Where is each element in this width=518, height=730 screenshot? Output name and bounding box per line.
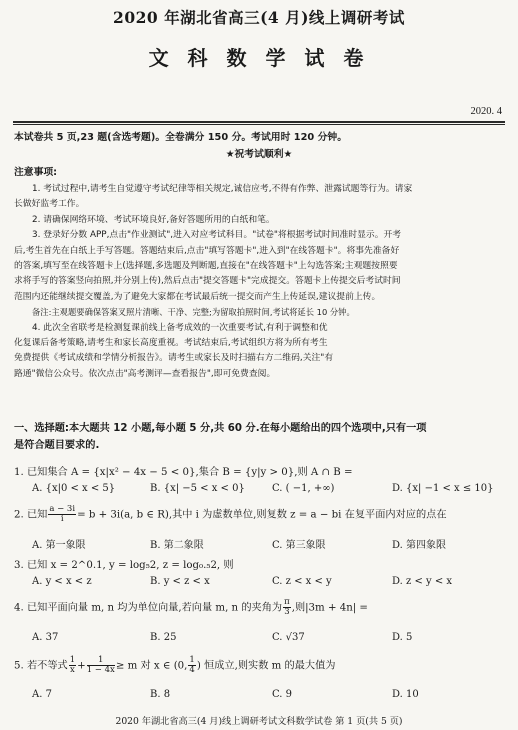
q5-frac1-den: x: [70, 665, 75, 675]
page-footer: 2020 年湖北省高三(4 月)线上调研考试文科数学试卷 第 1 页(共 5 页): [115, 716, 403, 727]
note-line: 路通"微信公众号。依次点击"高考测评—查看报告",即可免费查阅。: [14, 368, 276, 379]
note-line: 备注:主观题要确保答案叉照片清晰、干净、完整;为留取拍照时间,考试将延长 10 分钟。: [32, 307, 355, 318]
note-line: 4. 此次全省联考是检测复课前线上备考成效的一次重要考试,有利于调整和优: [32, 322, 328, 333]
q4-option-a: A. 37: [32, 632, 59, 643]
q4-option-b: B. 25: [150, 632, 177, 643]
q4-frac-den: 3: [284, 607, 290, 617]
q5-fraction-3: [188, 656, 195, 675]
question-3-stem: 3. 已知 x = 2^0.1, y = log₅2, z = log₀.₅2, 则: [14, 560, 234, 571]
q2-fraction: [48, 505, 76, 524]
section-heading-line: 是符合题目要求的.: [14, 440, 100, 451]
note-line: 后,考生首先在白纸上手写答题。答题结束后,点击"填写答题卡",进入到"在线答题卡"。将事先准备好: [14, 245, 400, 256]
q2-option-c: C. 第三象限: [272, 540, 326, 551]
q3-option-c: C. z < x < y: [272, 576, 332, 587]
q2-frac-num: a − 3i: [49, 504, 76, 514]
question-2-stem: [14, 505, 447, 524]
good-luck-banner: ★祝考试顺利★: [225, 149, 293, 160]
q2-option-b: B. 第二象限: [150, 540, 204, 551]
note-line: 2. 请确保网络环境、考试环境良好,备好答题所用的白纸和笔。: [32, 214, 275, 225]
q2-stem-pre: 2. 已知: [14, 509, 48, 521]
note-line: 求将手写的答案竖向拍照,并分别上传),然后点击"提交答题卡"完成提交。答题卡上传提交后考试时间: [14, 276, 401, 287]
note-line: 长做好监考工作。: [14, 199, 85, 210]
exam-date: 2020. 4: [470, 106, 502, 117]
exam-title: 2020 年湖北省高三(4 月)线上调研考试: [113, 8, 405, 27]
q5-fraction-2: [87, 656, 115, 675]
q3-option-b: B. y < z < x: [150, 576, 210, 587]
q5-frac3-num: 1: [189, 655, 195, 665]
question-1-stem: 1. 已知集合 A = {x|x² − 4x − 5 < 0},集合 B = {y|y > 0},则 A ∩ B =: [14, 467, 353, 478]
q5-option-c: C. 9: [272, 689, 293, 700]
q1-option-b: B. {x| −5 < x < 0}: [150, 483, 245, 494]
header-rule-thin: [13, 124, 505, 125]
q5-option-d: D. 10: [392, 689, 419, 700]
q4-option-d: D. 5: [392, 632, 413, 643]
note-line: 免费提供《考试成绩和学情分析报告》。请考生或家长及时扫描右方二维码,关注"有: [14, 353, 334, 364]
q4-frac-num: π: [284, 597, 290, 607]
q4-stem-pre: 4. 已知平面向量 m, n 均为单位向量,若向量 m, n 的夹角为: [14, 602, 283, 614]
q2-option-d: D. 第四象限: [392, 540, 447, 551]
section-heading-line: 一、选择题:本大题共 12 小题,每小题 5 分,共 60 分.在每小题给出的四个选项中,只有一项: [14, 423, 427, 434]
q5-stem-mid: ≥ m 对 x ∈ (0,: [115, 660, 188, 672]
question-4-stem: [14, 598, 368, 617]
notes-list: [14, 182, 508, 382]
paper-subtitle: 文 科 数 学 试 卷: [148, 46, 370, 70]
q5-option-b: B. 8: [150, 689, 171, 700]
q5-stem-post: ) 恒成立,则实数 m 的最大值为: [196, 660, 336, 672]
q5-frac1-num: 1: [69, 655, 76, 665]
note-line: 范围内还能继续提交覆盖,为了避免大家都在考试最后统一提交而产生上传延误,建议提前上传。: [14, 291, 381, 302]
q2-frac-den: i: [60, 514, 64, 524]
question-5-stem: [14, 656, 335, 675]
note-line: 化复课后备考策略,请考生和家长高度重视。考试结束后,考试组织方将为所有考生: [14, 338, 328, 349]
q2-stem-post: = b + 3i(a, b ∈ R),其中 i 为虚数单位,则复数 z = a − bi 在复平面内对应的点在: [77, 509, 447, 521]
q5-frac2-den: 1 − 4x: [86, 665, 115, 675]
section-heading: [14, 420, 426, 454]
q5-frac2-num: 1: [87, 656, 115, 666]
exam-summary: 本试卷共 5 页,23 题(含选考题)。全卷满分 150 分。考试用时 120 分钟。: [14, 132, 348, 143]
note-line: 的答案,填写至在线答题卡上(选择题,多选题及判断题,直接在"在线答题卡"上勾选答案;主观题按照要: [14, 261, 398, 272]
q1-option-c: C. ( −1, +∞): [272, 483, 335, 494]
q5-frac3-den: 4: [189, 665, 195, 675]
header-rule: [13, 121, 505, 123]
note-line: 3. 登录好分数 APP,点击"作业测试",进入对应考试科目。"试卷"将根据考试时间准时显示。开考: [32, 230, 402, 241]
q2-option-a: A. 第一象限: [32, 540, 86, 551]
q5-fraction-1: [69, 656, 76, 675]
q5-stem-pre: 5. 若不等式: [14, 660, 68, 672]
q4-stem-post: ,则|3m + 4n| =: [291, 602, 368, 614]
q4-option-c: C. √37: [272, 632, 305, 643]
q3-option-a: A. y < x < z: [32, 576, 92, 587]
q3-option-d: D. z < y < x: [392, 576, 453, 587]
q5-plus: +: [77, 660, 86, 672]
q1-option-a: A. {x|0 < x < 5}: [32, 483, 116, 494]
note-line: 1. 考试过程中,请考生自觉遵守考试纪律等相关规定,诚信应考,不得有作弊、泄露试题等行为。请家: [32, 184, 413, 194]
q4-fraction: [283, 598, 291, 617]
notes-title: 注意事项:: [14, 167, 58, 178]
q1-option-d: D. {x| −1 < x ≤ 10}: [392, 483, 494, 494]
q5-option-a: A. 7: [32, 689, 52, 700]
